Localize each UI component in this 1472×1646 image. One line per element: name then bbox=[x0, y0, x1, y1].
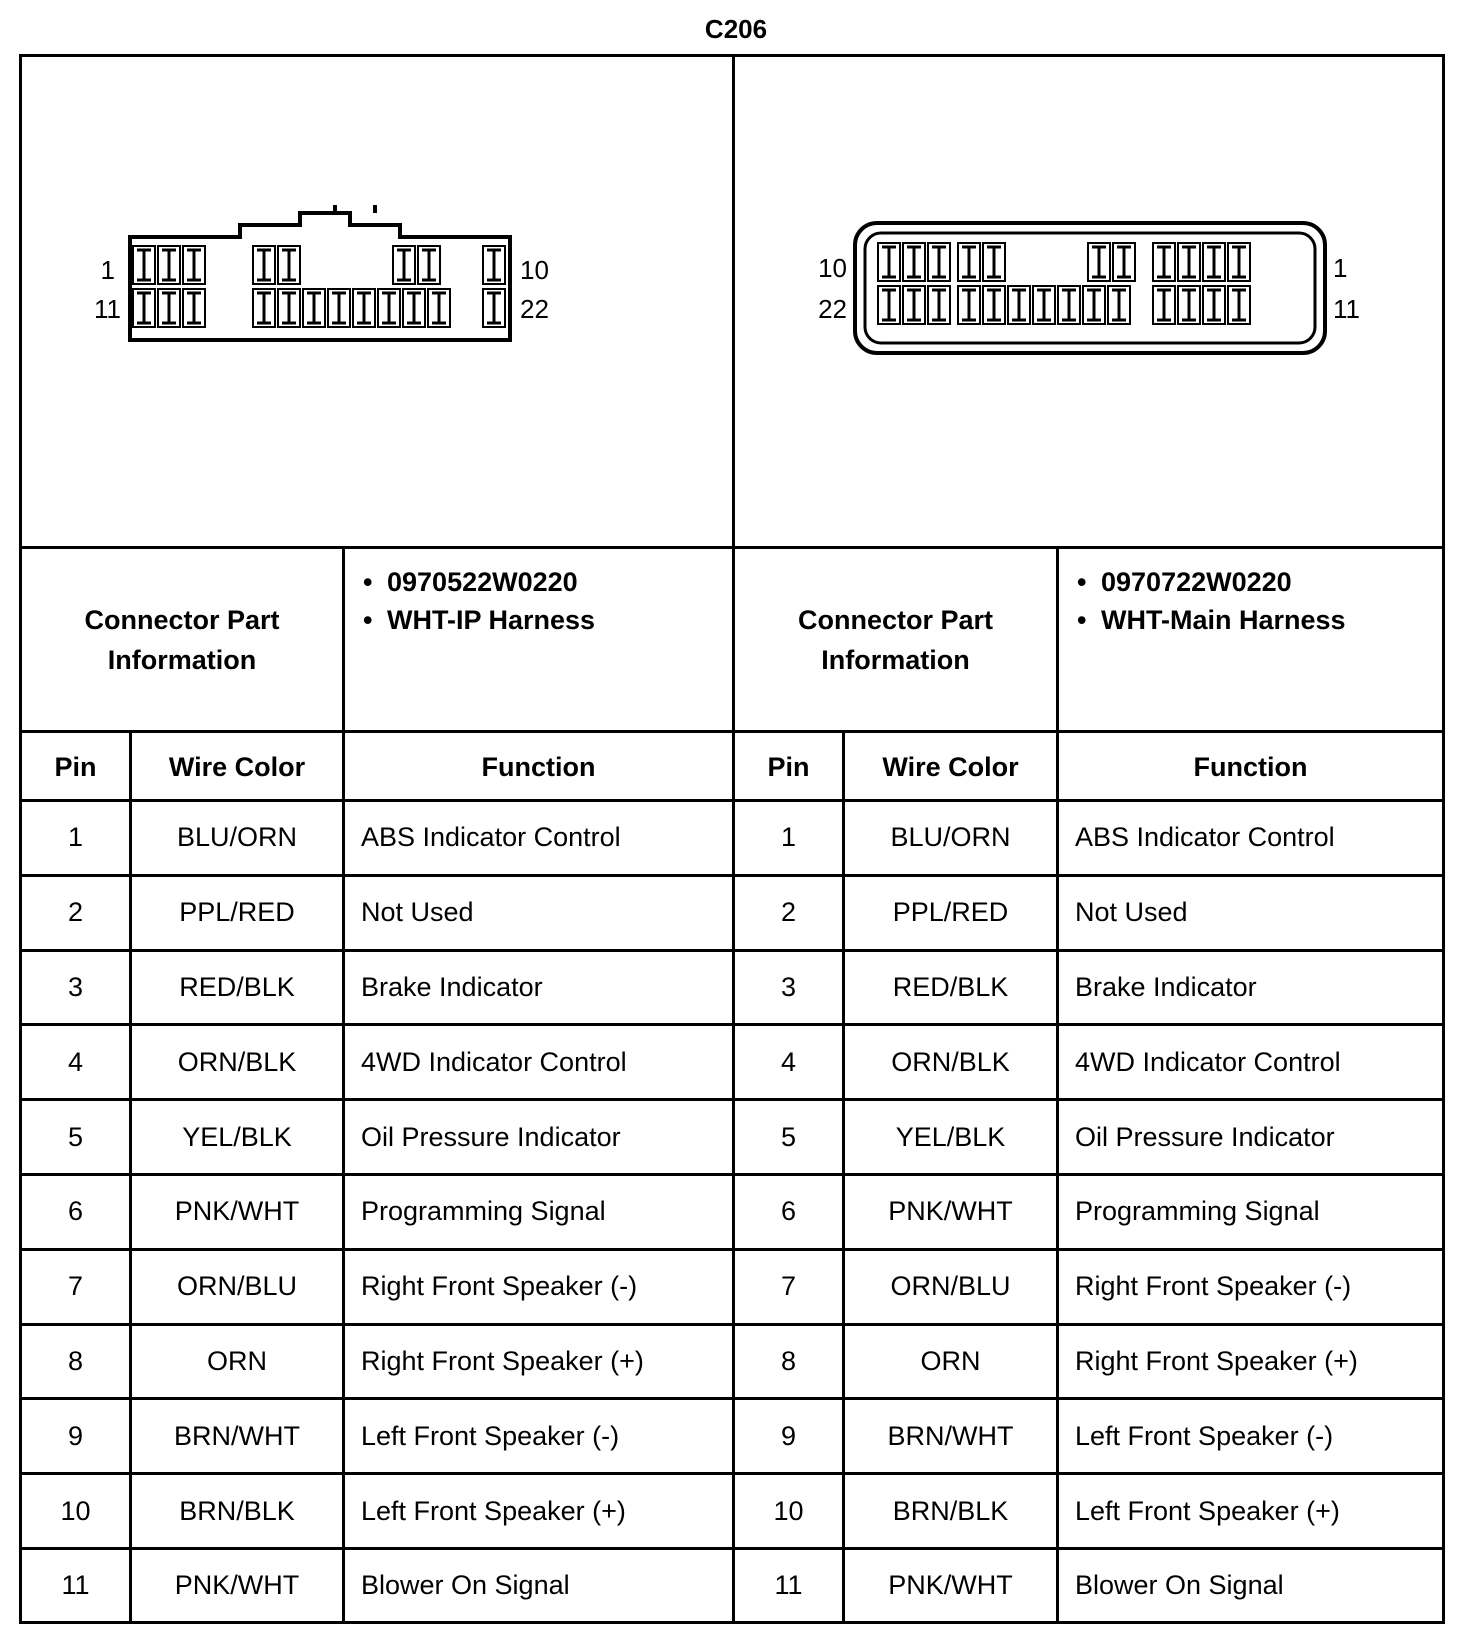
right-pin-bottom bbox=[907, 290, 921, 320]
right-pin-label-top-right: 1 bbox=[1333, 253, 1348, 283]
left-cell-function: Oil Pressure Indicator bbox=[361, 1121, 621, 1152]
left-harness-item: • WHT-IP Harness bbox=[363, 605, 596, 635]
left-pin-bottom bbox=[407, 293, 421, 323]
left-pin-bottom bbox=[137, 293, 151, 323]
left-pin-top bbox=[422, 250, 436, 280]
right-pin-top bbox=[882, 247, 896, 277]
left-connector-diagram bbox=[85, 205, 665, 365]
left-cell-pin: 8 bbox=[67, 1345, 84, 1376]
right-pin-top bbox=[1157, 247, 1171, 277]
left-pin-top bbox=[137, 250, 151, 280]
right-pin-top bbox=[1207, 247, 1221, 277]
left-pin-bottom bbox=[432, 293, 446, 323]
right-cell-wire-color: YEL/BLK bbox=[895, 1121, 1006, 1152]
right-pin-top bbox=[1182, 247, 1196, 277]
right-cell-wire-color: PPL/RED bbox=[892, 897, 1009, 928]
right-connector-part-info-label: Connector Part Information bbox=[797, 604, 994, 675]
left-pin-bottom bbox=[307, 293, 321, 323]
right-cell-pin: 5 bbox=[780, 1121, 797, 1152]
right-cell-function: Not Used bbox=[1075, 897, 1188, 928]
right-pin-top bbox=[962, 247, 976, 277]
left-pin-top bbox=[487, 250, 501, 280]
left-pin-bottom bbox=[282, 293, 296, 323]
left-cell-pin: 10 bbox=[60, 1495, 91, 1526]
right-cell-wire-color: BRN/BLK bbox=[892, 1495, 1009, 1526]
right-pin-top bbox=[1117, 247, 1131, 277]
right-cell-pin: 9 bbox=[780, 1420, 797, 1451]
right-pin-label-bottom-left: 22 bbox=[818, 294, 847, 324]
right-cell-pin: 8 bbox=[780, 1345, 797, 1376]
left-header-pin: Pin bbox=[54, 752, 97, 782]
left-pin-bottom bbox=[487, 293, 501, 323]
right-connector-diagram bbox=[805, 205, 1365, 365]
right-cell-wire-color: ORN bbox=[920, 1345, 981, 1376]
right-cell-pin: 11 bbox=[774, 1570, 803, 1601]
left-cell-wire-color: BLU/ORN bbox=[176, 822, 298, 853]
left-pin-top bbox=[162, 250, 176, 280]
left-cell-pin: 9 bbox=[67, 1420, 84, 1451]
right-pin-top bbox=[932, 247, 946, 277]
left-connector-part-info-label: Connector Part Information bbox=[84, 604, 280, 675]
left-pin-top bbox=[187, 250, 201, 280]
right-pin-bottom bbox=[1207, 290, 1221, 320]
right-pin-bottom bbox=[1087, 290, 1101, 320]
right-pin-top bbox=[987, 247, 1001, 277]
left-pin-label-top-left: 1 bbox=[100, 255, 115, 285]
right-cell-function: Right Front Speaker (+) bbox=[1075, 1345, 1358, 1376]
right-cell-pin: 4 bbox=[780, 1046, 797, 1077]
left-pin-bottom bbox=[382, 293, 396, 323]
left-connector-part-info-list bbox=[345, 563, 595, 639]
right-cell-function: 4WD Indicator Control bbox=[1075, 1046, 1341, 1077]
left-part-number: 0970522W0220 bbox=[387, 567, 578, 597]
right-harness-item: • WHT-Main Harness bbox=[1077, 605, 1346, 635]
left-cell-function: Left Front Speaker (+) bbox=[361, 1495, 626, 1526]
right-cell-pin: 10 bbox=[773, 1495, 804, 1526]
right-pin-top bbox=[1092, 247, 1106, 277]
right-pin-bottom bbox=[1012, 290, 1026, 320]
right-cell-function: Programming Signal bbox=[1075, 1196, 1320, 1227]
right-cell-function: ABS Indicator Control bbox=[1075, 822, 1335, 853]
right-cell-wire-color: ORN/BLK bbox=[891, 1046, 1010, 1077]
left-cell-function: Programming Signal bbox=[361, 1196, 606, 1227]
left-cell-pin: 4 bbox=[67, 1046, 84, 1077]
left-connector-body-outline bbox=[130, 213, 510, 340]
right-cell-function: Right Front Speaker (-) bbox=[1075, 1271, 1352, 1302]
left-pin-top bbox=[257, 250, 271, 280]
left-pin-bottom bbox=[332, 293, 346, 323]
left-cell-function: ABS Indicator Control bbox=[361, 822, 621, 853]
right-pin-bottom bbox=[1157, 290, 1171, 320]
left-cell-pin: 3 bbox=[67, 971, 84, 1002]
left-header-wire-color: Wire Color bbox=[168, 752, 306, 782]
left-cell-function: Right Front Speaker (-) bbox=[361, 1271, 638, 1302]
right-cell-function: Left Front Speaker (-) bbox=[1075, 1420, 1334, 1451]
left-cell-wire-color: ORN bbox=[207, 1345, 267, 1376]
right-pin-bottom bbox=[987, 290, 1001, 320]
left-cell-pin: 7 bbox=[67, 1271, 84, 1302]
right-cell-wire-color: BLU/ORN bbox=[890, 822, 1011, 853]
right-pin-bottom bbox=[1232, 290, 1246, 320]
right-connector-inner-shell bbox=[865, 233, 1315, 343]
right-pin-top bbox=[907, 247, 921, 277]
right-connector-pins bbox=[878, 243, 1250, 324]
left-pin-top bbox=[397, 250, 411, 280]
page-title: C206 bbox=[704, 14, 768, 44]
left-cell-function: Not Used bbox=[361, 897, 474, 928]
right-part-number: 0970722W0220 bbox=[1101, 567, 1292, 597]
right-header-function: Function bbox=[1193, 752, 1308, 782]
left-cell-wire-color: PNK/WHT bbox=[174, 1570, 300, 1601]
right-cell-function: Left Front Speaker (+) bbox=[1075, 1495, 1340, 1526]
left-cell-wire-color: YEL/BLK bbox=[182, 1121, 292, 1152]
right-pin-top bbox=[1232, 247, 1246, 277]
left-pin-bottom bbox=[257, 293, 271, 323]
left-cell-pin: 1 bbox=[67, 822, 84, 853]
right-cell-function: Brake Indicator bbox=[1075, 971, 1257, 1002]
right-part-number-item: • 0970722W0220 bbox=[1077, 567, 1292, 597]
left-cell-wire-color: PPL/RED bbox=[179, 897, 295, 928]
left-cell-function: Right Front Speaker (+) bbox=[361, 1345, 644, 1376]
left-cell-wire-color: BRN/WHT bbox=[174, 1420, 300, 1451]
left-cell-wire-color: ORN/BLU bbox=[176, 1271, 298, 1302]
left-pin-bottom bbox=[357, 293, 371, 323]
right-pin-bottom bbox=[1112, 290, 1126, 320]
right-pin-bottom bbox=[882, 290, 896, 320]
right-connector-part-info-list bbox=[1059, 563, 1346, 639]
right-cell-wire-color: PNK/WHT bbox=[888, 1570, 1013, 1601]
right-pin-bottom bbox=[932, 290, 946, 320]
left-header-function: Function bbox=[481, 752, 596, 782]
left-part-number-item: • 0970522W0220 bbox=[363, 567, 578, 597]
right-harness-name: WHT-Main Harness bbox=[1101, 605, 1346, 635]
left-cell-pin: 11 bbox=[61, 1570, 90, 1601]
right-cell-wire-color: PNK/WHT bbox=[888, 1196, 1013, 1227]
right-pin-label-bottom-right: 11 bbox=[1333, 294, 1360, 324]
right-pin-bottom bbox=[962, 290, 976, 320]
left-cell-wire-color: BRN/BLK bbox=[179, 1495, 295, 1526]
left-cell-wire-color: PNK/WHT bbox=[174, 1196, 300, 1227]
left-cell-pin: 6 bbox=[67, 1196, 84, 1227]
right-cell-wire-color: RED/BLK bbox=[892, 971, 1009, 1002]
right-pin-bottom bbox=[1182, 290, 1196, 320]
left-cell-pin: 2 bbox=[67, 897, 84, 928]
left-cell-wire-color: ORN/BLK bbox=[177, 1046, 297, 1077]
right-pin-bottom bbox=[1037, 290, 1051, 320]
right-pin-bottom bbox=[1062, 290, 1076, 320]
right-cell-wire-color: ORN/BLU bbox=[890, 1271, 1011, 1302]
right-cell-pin: 7 bbox=[780, 1271, 797, 1302]
right-cell-function: Oil Pressure Indicator bbox=[1075, 1121, 1335, 1152]
left-cell-function: 4WD Indicator Control bbox=[361, 1046, 627, 1077]
right-cell-pin: 2 bbox=[780, 897, 797, 928]
right-cell-pin: 1 bbox=[780, 822, 797, 853]
left-pin-bottom bbox=[187, 293, 201, 323]
left-cell-function: Left Front Speaker (-) bbox=[361, 1420, 620, 1451]
left-connector-pins bbox=[133, 246, 505, 327]
left-cell-function: Brake Indicator bbox=[361, 971, 543, 1002]
left-cell-wire-color: RED/BLK bbox=[179, 971, 295, 1002]
right-cell-wire-color: BRN/WHT bbox=[887, 1420, 1014, 1451]
left-pin-top bbox=[282, 250, 296, 280]
right-header-wire-color: Wire Color bbox=[882, 752, 1019, 782]
left-pin-bottom bbox=[162, 293, 176, 323]
right-cell-pin: 6 bbox=[780, 1196, 797, 1227]
left-harness-name: WHT-IP Harness bbox=[387, 605, 596, 635]
left-pin-label-bottom-left: 11 bbox=[94, 294, 121, 324]
right-header-pin: Pin bbox=[767, 752, 810, 782]
right-pin-label-top-left: 10 bbox=[818, 253, 847, 283]
right-cell-pin: 3 bbox=[780, 971, 797, 1002]
left-cell-pin: 5 bbox=[67, 1121, 84, 1152]
right-cell-function: Blower On Signal bbox=[1075, 1570, 1284, 1601]
left-cell-function: Blower On Signal bbox=[361, 1570, 570, 1601]
left-pin-label-bottom-right: 22 bbox=[520, 294, 549, 324]
left-pin-label-top-right: 10 bbox=[520, 255, 549, 285]
